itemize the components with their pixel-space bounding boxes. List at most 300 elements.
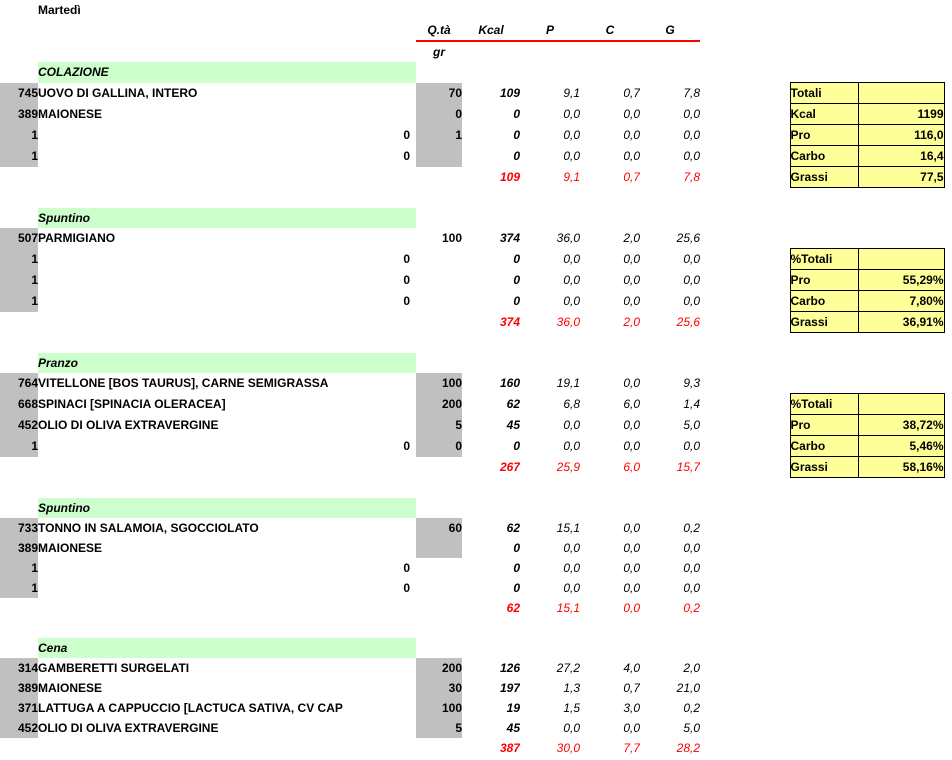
spacer-cell	[700, 208, 762, 228]
empty-cell	[462, 41, 520, 62]
empty-cell	[416, 353, 462, 373]
empty-cell	[858, 718, 944, 738]
protein-cell: 0,0	[563, 252, 580, 266]
quantity-cell[interactable]	[416, 538, 462, 558]
quantity-cell[interactable]	[416, 558, 462, 578]
empty-cell	[580, 478, 640, 499]
food-id-cell[interactable]: 314	[0, 658, 38, 678]
section-total-fat: 28,2	[676, 741, 700, 755]
empty-cell	[640, 208, 700, 228]
empty-cell	[640, 41, 700, 62]
spacer-cell	[762, 104, 790, 125]
spacer-cell	[700, 104, 762, 125]
empty-cell	[0, 457, 38, 478]
empty-cell	[944, 373, 952, 394]
food-name-zero: 0	[403, 149, 410, 163]
food-id-cell[interactable]: 1	[0, 146, 38, 167]
empty-cell	[944, 638, 952, 658]
empty-cell	[0, 0, 38, 20]
empty-cell	[416, 457, 462, 478]
empty-cell	[0, 62, 38, 83]
spacer-cell	[700, 333, 762, 354]
section-total-protein: 25,9	[556, 460, 580, 474]
empty-cell	[462, 188, 520, 209]
empty-cell	[944, 125, 952, 146]
food-name-cell[interactable]	[38, 249, 416, 270]
empty-cell	[944, 698, 952, 718]
food-name-cell[interactable]: VITELLONE [BOS TAURUS], CARNE SEMIGRASSA	[38, 376, 329, 391]
empty-cell	[944, 312, 952, 333]
protein-cell: 0,0	[563, 721, 580, 735]
spacer-cell	[700, 598, 762, 618]
empty-cell	[790, 538, 858, 558]
column-header-row	[0, 20, 952, 41]
food-name-zero: 0	[403, 581, 410, 595]
empty-cell	[580, 353, 640, 373]
summary-row-value: 1199	[858, 104, 944, 125]
food-name-cell[interactable]: MAIONESE	[38, 107, 103, 121]
food-name-cell[interactable]	[38, 146, 416, 167]
table-row	[0, 167, 952, 188]
empty-cell	[0, 20, 38, 41]
kcal-cell: 374	[499, 231, 520, 246]
spacer-cell	[762, 228, 790, 249]
empty-cell	[0, 598, 38, 618]
kcal-cell: 0	[513, 107, 520, 121]
spacer-cell	[762, 312, 790, 333]
food-name-cell[interactable]: GAMBERETTI SURGELATI	[38, 661, 190, 675]
spacer-cell	[700, 270, 762, 291]
food-name-cell[interactable]: OLIO DI OLIVA EXTRAVERGINE	[38, 721, 219, 735]
spacer-cell	[700, 498, 762, 518]
summary-row-label: Carbo	[790, 146, 858, 167]
empty-cell	[520, 41, 580, 62]
empty-cell	[944, 20, 952, 41]
quantity-cell[interactable]: 100	[416, 373, 462, 394]
fat-cell: 0,0	[683, 439, 700, 453]
empty-cell	[790, 718, 858, 738]
quantity-cell[interactable]: 0	[416, 436, 462, 457]
empty-cell	[0, 333, 38, 354]
summary-row-label: Grassi	[790, 457, 858, 478]
food-id-cell[interactable]: 764	[0, 373, 38, 394]
summary-row-label: Pro	[790, 415, 858, 436]
empty-cell	[790, 188, 858, 209]
food-name-zero: 0	[403, 273, 410, 287]
fat-cell: 5,0	[683, 721, 700, 735]
empty-cell	[858, 678, 944, 698]
protein-cell: 0,0	[563, 149, 580, 163]
quantity-cell[interactable]	[416, 578, 462, 598]
table-row	[0, 436, 952, 457]
summary-panel-header-blank	[858, 394, 944, 415]
section-total-protein: 30,0	[556, 741, 580, 755]
kcal-cell: 197	[499, 681, 520, 695]
food-id-cell[interactable]: 389	[0, 538, 38, 558]
spacer-cell	[762, 738, 790, 758]
carb-cell: 0,0	[623, 107, 640, 121]
empty-cell	[944, 333, 952, 354]
empty-cell	[790, 618, 858, 638]
quantity-cell[interactable]: 100	[416, 698, 462, 718]
spacer-cell	[700, 698, 762, 718]
protein-cell: 15,1	[556, 521, 580, 535]
carb-cell: 0,0	[623, 541, 640, 555]
empty-cell	[520, 62, 580, 83]
empty-cell	[790, 498, 858, 518]
empty-cell	[416, 188, 462, 209]
summary-row-label: Carbo	[790, 436, 858, 457]
spacer-cell	[700, 125, 762, 146]
empty-cell	[944, 394, 952, 415]
empty-cell	[416, 598, 462, 618]
empty-cell	[944, 678, 952, 698]
section-total-fat: 7,8	[683, 170, 700, 184]
food-name-cell[interactable]: UOVO DI GALLINA, INTERO	[38, 86, 198, 100]
empty-cell	[520, 188, 580, 209]
section-total-carb: 0,7	[623, 170, 640, 184]
spacer-cell	[762, 208, 790, 228]
empty-cell	[700, 41, 762, 62]
spacer-cell	[762, 558, 790, 578]
table-row	[0, 188, 952, 209]
protein-cell: 19,1	[556, 376, 580, 391]
empty-cell	[790, 698, 858, 718]
fat-cell: 0,0	[683, 561, 700, 575]
summary-row-value: 77,5	[858, 167, 944, 188]
quantity-cell[interactable]: 60	[416, 518, 462, 538]
carb-cell: 3,0	[623, 701, 640, 715]
empty-cell	[790, 353, 858, 373]
empty-cell	[462, 618, 520, 638]
kcal-cell: 0	[513, 294, 520, 308]
empty-cell	[944, 62, 952, 83]
food-id-cell[interactable]: 389	[0, 104, 38, 125]
summary-row-label: Pro	[790, 125, 858, 146]
spacer-cell	[700, 312, 762, 333]
empty-cell	[416, 62, 462, 83]
summary-row-value: 5,46%	[858, 436, 944, 457]
empty-cell	[944, 457, 952, 478]
carb-cell: 0,0	[623, 521, 640, 535]
kcal-cell: 109	[499, 86, 520, 100]
fat-cell: 25,6	[676, 231, 700, 246]
empty-cell	[858, 738, 944, 758]
empty-cell	[640, 0, 700, 20]
food-name-zero: 0	[403, 128, 410, 142]
spacer-cell	[762, 478, 790, 499]
spacer-cell	[700, 678, 762, 698]
food-name-cell[interactable]: TONNO IN SALAMOIA, SGOCCIOLATO	[38, 521, 259, 535]
protein-cell: 0,0	[563, 541, 580, 555]
table-row	[0, 104, 952, 125]
empty-cell	[700, 20, 762, 41]
food-name-cell[interactable]	[38, 270, 416, 291]
table-row	[0, 478, 952, 499]
quantity-cell[interactable]: 100	[441, 231, 462, 246]
food-name-zero: 0	[403, 294, 410, 308]
empty-cell	[580, 62, 640, 83]
protein-cell: 36,0	[556, 231, 580, 246]
food-name-cell[interactable]	[38, 436, 416, 457]
spacer-cell	[700, 538, 762, 558]
empty-cell	[944, 415, 952, 436]
carb-cell: 6,0	[623, 397, 640, 411]
empty-cell	[462, 62, 520, 83]
section-total-kcal: 62	[506, 601, 520, 615]
kcal-cell: 0	[513, 541, 520, 555]
spacer-cell	[700, 558, 762, 578]
empty-cell	[944, 167, 952, 188]
kcal-cell: 62	[506, 521, 520, 535]
table-body	[0, 62, 952, 758]
section-total-fat: 15,7	[676, 460, 700, 474]
section-total-kcal: 109	[499, 170, 520, 184]
summary-row-value: 116,0	[858, 125, 944, 146]
empty-cell	[944, 558, 952, 578]
quantity-cell[interactable]: 30	[416, 678, 462, 698]
empty-cell	[944, 498, 952, 518]
food-id-cell[interactable]: 452	[0, 415, 38, 436]
kcal-cell: 19	[506, 701, 520, 715]
quantity-cell[interactable]: 5	[416, 718, 462, 738]
empty-cell	[762, 0, 790, 20]
empty-cell	[944, 578, 952, 598]
empty-cell	[790, 20, 858, 41]
food-name-cell[interactable]	[38, 558, 416, 578]
protein-cell: 0,0	[563, 107, 580, 121]
title-row	[0, 0, 952, 20]
food-name-cell[interactable]	[38, 578, 416, 598]
header-kcal: Kcal	[462, 20, 520, 41]
quantity-cell[interactable]: 70	[416, 83, 462, 104]
quantity-cell[interactable]: 5	[416, 415, 462, 436]
food-id-cell[interactable]: 1	[0, 436, 38, 457]
table-row	[0, 558, 952, 578]
spacer-cell	[762, 62, 790, 83]
quantity-cell[interactable]	[416, 270, 462, 291]
empty-cell	[944, 188, 952, 209]
empty-cell	[580, 638, 640, 658]
carb-cell: 0,0	[623, 128, 640, 142]
kcal-cell: 45	[506, 418, 520, 432]
protein-cell: 0,0	[563, 561, 580, 575]
table-row	[0, 518, 952, 538]
food-id-cell[interactable]: 1	[0, 558, 38, 578]
empty-cell	[858, 0, 944, 20]
spacer-cell	[762, 146, 790, 167]
kcal-cell: 0	[513, 439, 520, 453]
table-row	[0, 457, 952, 478]
meal-section-header: Cena	[38, 638, 416, 658]
quantity-cell[interactable]	[416, 249, 462, 270]
empty-cell	[38, 457, 416, 478]
food-name-cell[interactable]	[38, 125, 416, 146]
food-name-zero: 0	[403, 439, 410, 453]
empty-cell	[790, 578, 858, 598]
empty-cell	[762, 41, 790, 62]
empty-cell	[640, 618, 700, 638]
empty-cell	[790, 333, 858, 354]
empty-cell	[416, 618, 462, 638]
spacer-cell	[700, 62, 762, 83]
carb-cell: 0,0	[623, 581, 640, 595]
empty-cell	[944, 270, 952, 291]
empty-cell	[520, 478, 580, 499]
food-id-cell[interactable]: 1	[0, 125, 38, 146]
carb-cell: 2,0	[623, 231, 640, 246]
empty-cell	[0, 41, 38, 62]
food-name-cell[interactable]: MAIONESE	[38, 541, 103, 555]
fat-cell: 7,8	[683, 86, 700, 100]
food-name-cell[interactable]: SPINACI [SPINACIA OLERACEA]	[38, 397, 226, 411]
empty-cell	[944, 598, 952, 618]
empty-cell	[38, 738, 416, 758]
section-total-fat: 25,6	[676, 315, 700, 329]
food-id-cell[interactable]: 745	[0, 83, 38, 104]
spacer-cell	[700, 436, 762, 457]
carb-cell: 0,7	[623, 681, 640, 695]
kcal-cell: 126	[499, 661, 520, 675]
carb-cell: 0,0	[623, 418, 640, 432]
empty-cell	[944, 0, 952, 20]
empty-cell	[462, 498, 520, 518]
section-total-carb: 7,7	[623, 741, 640, 755]
table-row	[0, 498, 952, 518]
empty-cell	[944, 478, 952, 499]
empty-cell	[790, 678, 858, 698]
empty-cell	[944, 353, 952, 373]
table-row	[0, 146, 952, 167]
empty-cell	[462, 638, 520, 658]
food-id-cell[interactable]: 1	[0, 249, 38, 270]
section-total-kcal: 267	[499, 460, 520, 474]
summary-row-value: 7,80%	[858, 291, 944, 312]
empty-cell	[462, 353, 520, 373]
food-name-cell[interactable]: MAIONESE	[38, 681, 103, 695]
empty-cell	[790, 638, 858, 658]
empty-cell	[580, 498, 640, 518]
table-row	[0, 698, 952, 718]
empty-cell	[790, 228, 858, 249]
food-id-cell[interactable]: 668	[0, 394, 38, 415]
protein-cell: 6,8	[563, 397, 580, 411]
empty-cell	[520, 208, 580, 228]
empty-cell	[790, 658, 858, 678]
carb-cell: 0,0	[623, 273, 640, 287]
empty-cell	[520, 0, 580, 20]
carb-cell: 0,0	[623, 294, 640, 308]
kcal-cell: 0	[513, 581, 520, 595]
empty-cell	[858, 478, 944, 499]
spacer-cell	[762, 83, 790, 104]
empty-cell	[858, 578, 944, 598]
table-row	[0, 638, 952, 658]
food-id-cell[interactable]: 1	[0, 291, 38, 312]
spacer-cell	[700, 478, 762, 499]
empty-cell	[858, 208, 944, 228]
spacer-cell	[762, 270, 790, 291]
food-id-cell[interactable]: 1	[0, 578, 38, 598]
table-row	[0, 678, 952, 698]
spacer-cell	[700, 638, 762, 658]
table-row	[0, 353, 952, 373]
empty-cell	[944, 249, 952, 270]
header-c: C	[580, 20, 640, 41]
empty-cell	[858, 41, 944, 62]
fat-cell: 0,0	[683, 252, 700, 266]
food-name-cell[interactable]	[38, 291, 416, 312]
page-title: Martedì	[38, 3, 81, 17]
empty-cell	[416, 333, 462, 354]
carb-cell: 0,0	[623, 721, 640, 735]
section-total-protein: 15,1	[556, 601, 580, 615]
fat-cell: 0,0	[683, 107, 700, 121]
summary-row-value: 55,29%	[858, 270, 944, 291]
quantity-cell[interactable]	[416, 291, 462, 312]
section-total-kcal: 374	[499, 315, 520, 329]
empty-cell	[0, 478, 38, 499]
food-id-cell[interactable]: 733	[0, 518, 38, 538]
empty-cell	[762, 20, 790, 41]
food-name-cell[interactable]: LATTUGA A CAPPUCCIO [LACTUCA SATIVA, CV CAP	[38, 701, 343, 715]
table-row	[0, 291, 952, 312]
food-id-cell[interactable]: 389	[0, 678, 38, 698]
carb-cell: 0,0	[623, 439, 640, 453]
section-total-fat: 0,2	[683, 601, 700, 615]
spacer-cell	[700, 146, 762, 167]
food-id-cell[interactable]: 452	[0, 718, 38, 738]
spacer-cell	[700, 578, 762, 598]
spacer-cell	[762, 498, 790, 518]
table-row	[0, 373, 952, 394]
empty-cell	[462, 208, 520, 228]
food-id-cell[interactable]: 1	[0, 270, 38, 291]
carb-cell: 0,0	[623, 252, 640, 266]
empty-cell	[790, 598, 858, 618]
empty-cell	[944, 718, 952, 738]
empty-cell	[858, 498, 944, 518]
food-name-cell[interactable]: OLIO DI OLIVA EXTRAVERGINE	[38, 418, 219, 432]
spacer-cell	[700, 658, 762, 678]
spacer-cell	[700, 83, 762, 104]
protein-cell: 0,0	[563, 273, 580, 287]
quantity-cell[interactable]: 0	[416, 104, 462, 125]
quantity-cell[interactable]: 1	[416, 125, 462, 146]
spacer-cell	[700, 249, 762, 270]
carb-cell: 0,0	[623, 376, 640, 391]
food-id-cell[interactable]: 507	[0, 228, 38, 249]
summary-row-value: 58,16%	[858, 457, 944, 478]
empty-cell	[858, 373, 944, 394]
quantity-cell[interactable]: 200	[416, 658, 462, 678]
empty-cell	[858, 228, 944, 249]
empty-cell	[520, 498, 580, 518]
spacer-cell	[762, 518, 790, 538]
quantity-cell[interactable]: 200	[416, 394, 462, 415]
spacer-cell	[762, 353, 790, 373]
empty-cell	[580, 0, 640, 20]
fat-cell: 0,0	[683, 581, 700, 595]
quantity-cell[interactable]	[416, 146, 462, 167]
empty-cell	[416, 738, 462, 758]
empty-cell	[858, 558, 944, 578]
empty-cell	[416, 478, 462, 499]
food-name-cell[interactable]: PARMIGIANO	[38, 231, 116, 246]
empty-cell	[790, 62, 858, 83]
food-id-cell[interactable]: 371	[0, 698, 38, 718]
summary-row-label: Grassi	[790, 312, 858, 333]
